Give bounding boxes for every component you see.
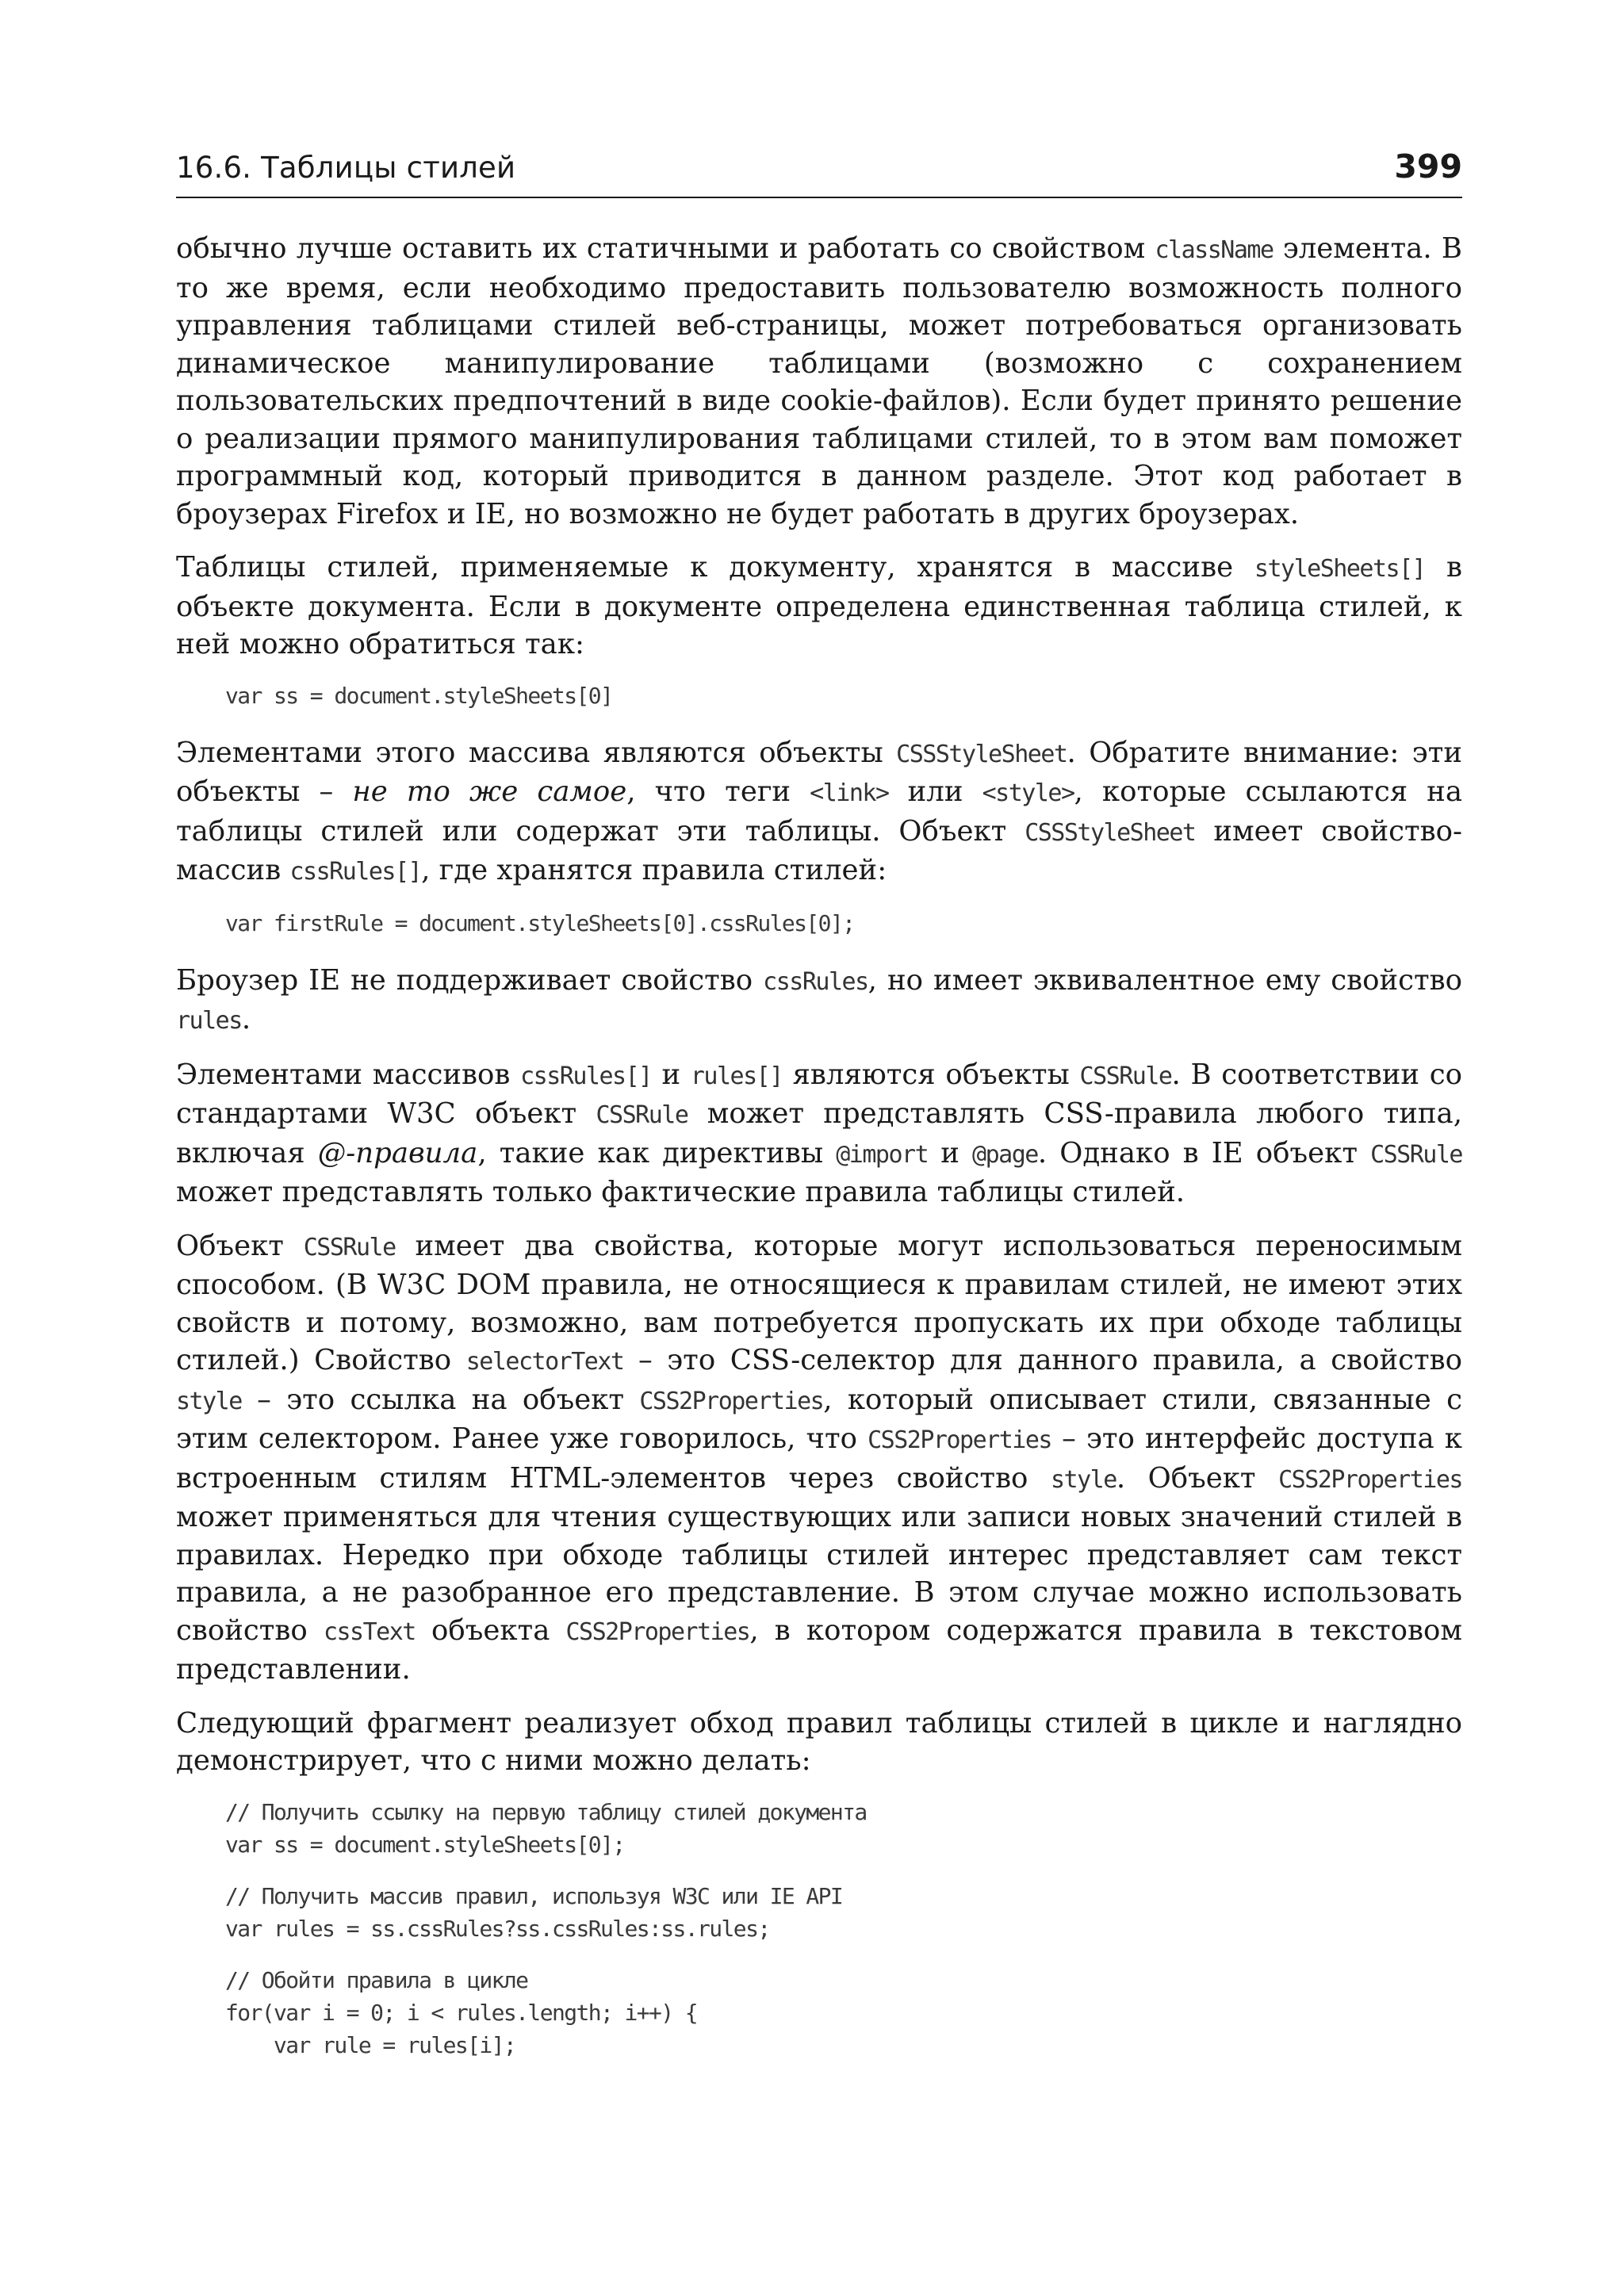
inline-code: @import	[836, 1140, 929, 1169]
inline-code: CSSStyleSheet	[1025, 818, 1196, 847]
inline-code: <link>	[810, 779, 889, 807]
inline-code: <style>	[982, 779, 1074, 807]
text-run: – это CSS-селектор для данного правила, а свойство	[623, 1344, 1462, 1376]
text-run: может представлять CSS-правила любого типа, включая	[176, 1097, 1462, 1169]
text-run: . Обратите внимание: эти объекты –	[176, 736, 1462, 808]
text-run: и	[928, 1136, 973, 1169]
text-run: , где хранятся правила стилей:	[421, 854, 887, 886]
inline-code: CSS2Properties	[639, 1387, 824, 1415]
text-run: .	[241, 1003, 251, 1035]
text-run: , такие как директивы	[477, 1136, 837, 1169]
section-title: 16.6. Таблицы стилей	[176, 151, 516, 185]
inline-code: @page	[972, 1140, 1038, 1169]
inline-code: rules[]	[690, 1062, 783, 1090]
text-run: , но имеет эквивалентное ему свойство	[868, 963, 1462, 997]
inline-code: cssRules[]	[289, 858, 422, 886]
page-number: 399	[1394, 147, 1462, 186]
text-run: Броузер IE не поддерживает свойство	[176, 963, 764, 997]
text-run: объекта	[415, 1614, 566, 1647]
text-run: . Объект	[1116, 1461, 1279, 1495]
text-run: Таблицы стилей, применяемые к документу, хранятся в массиве	[176, 551, 1254, 584]
text-run: или	[888, 775, 982, 808]
code-comment: // Получить ссылку на первую таблицу стилей документа	[225, 1798, 867, 1825]
text-run: Элементами этого массива являются объекты	[176, 736, 897, 769]
text-run: элемента. В то же время, если необходимо предоставить пользователю возможность полного управления таблицами стилей веб-страницы, может потребоваться организовать динамическое манипулирование таблицами (возможно с сохранением пользовательских предпочтений в виде cookie-файлов). Если будет принято решение о реализации прямого манипулирования таблицами стилей, то в этом вам поможет программный код, который приводится в данном разделе. Этот код работает в броузерах Firefox и IE, но возможно не будет работать в других броузерах.	[176, 232, 1462, 530]
emphasis-text: не то же самое	[352, 775, 627, 808]
code-block-1	[225, 679, 1462, 712]
code-line: for(var i = 0; i < rules.length; i++) {	[225, 1999, 698, 2026]
code-spacer	[225, 1861, 1462, 1880]
text-run: и	[651, 1058, 691, 1091]
page-content	[176, 230, 1462, 2061]
emphasis-text: @-правила	[317, 1136, 478, 1169]
code-line: var rule = rules[i];	[225, 2031, 516, 2058]
code-line: var rules = ss.cssRules?ss.cssRules:ss.rules;	[225, 1915, 770, 1942]
inline-code: CSS2Properties	[868, 1426, 1051, 1454]
text-run: в объекте документа. Если в документе определена единственная таблица стилей, к ней можно обратиться так:	[176, 551, 1462, 660]
text-run: . Однако в IE объект	[1037, 1136, 1371, 1169]
inline-code: styleSheets[]	[1254, 555, 1426, 583]
text-run: – это ссылка на объект	[241, 1383, 640, 1416]
text-run: имеет свойство-массив	[176, 814, 1463, 886]
inline-code: CSSRule	[1079, 1062, 1172, 1090]
paragraph-4	[176, 962, 1462, 1040]
inline-code: CSS2Properties	[1278, 1465, 1462, 1494]
book-page	[176, 147, 1462, 2084]
text-run: может применяться для чтения существующих или записи новых значений стилей в правилах. Нередко при обходе таблицы стилей интерес представляет сам текст правила, а не разобранное его представление. В этом случае можно использовать свойство	[176, 1501, 1462, 1647]
inline-code: CSSStyleSheet	[896, 740, 1067, 768]
running-header	[176, 147, 1462, 198]
inline-code: CSS2Properties	[565, 1617, 750, 1646]
paragraph-7	[176, 1705, 1462, 1780]
text-run: Следующий фрагмент реализует обход правил таблицы стилей в цикле и наглядно демонстрирует, что с ними можно делать:	[176, 1706, 1462, 1777]
paragraph-5	[176, 1056, 1462, 1212]
paragraph-1	[176, 230, 1462, 533]
inline-code: CSSRule	[596, 1101, 688, 1129]
code-comment: // Обойти правила в цикле	[225, 1966, 528, 1993]
inline-code: style	[176, 1387, 242, 1415]
code-comment: // Получить массив правил, используя W3C или IE API	[225, 1882, 843, 1909]
text-run: , которые ссылаются на таблицы стилей или содержат эти таблицы. Объект	[176, 775, 1463, 848]
code-line: var ss = document.styleSheets[0];	[225, 1831, 625, 1858]
code-line: var ss = document.styleSheets[0]	[225, 682, 613, 709]
inline-code: cssRules	[763, 967, 868, 996]
inline-code: CSSRule	[1370, 1140, 1462, 1169]
inline-code: cssRules[]	[520, 1062, 652, 1090]
inline-code: style	[1051, 1465, 1116, 1494]
code-spacer	[225, 1945, 1462, 1964]
paragraph-6	[176, 1227, 1462, 1689]
paragraph-3	[176, 734, 1462, 891]
inline-code: cssText	[323, 1617, 416, 1646]
code-block-3	[225, 1796, 1462, 2061]
text-run: Элементами массивов	[176, 1058, 521, 1091]
inline-code: selectorText	[465, 1348, 624, 1376]
text-run: может представлять только фактические правила таблицы стилей.	[176, 1176, 1185, 1208]
inline-code: className	[1155, 236, 1274, 264]
inline-code: rules	[176, 1007, 242, 1035]
text-run: обычно лучше оставить их статичными и работать со свойством	[176, 232, 1155, 265]
text-run: являются объекты	[782, 1058, 1080, 1091]
text-run: , в котором содержатся правила в текстовом представлении.	[176, 1614, 1462, 1686]
text-run: – это интерфейс доступа к встроенным стилям HTML-элементов через свойство	[176, 1422, 1462, 1495]
paragraph-2	[176, 549, 1462, 664]
code-line: var firstRule = document.styleSheets[0].cssRules[0];	[225, 909, 855, 936]
inline-code: CSSRule	[303, 1233, 396, 1261]
text-run: , который описывает стили, связанные с этим селектором. Ранее уже говорилось, что	[176, 1383, 1462, 1455]
text-run: имеет два свойства, которые могут использоваться переносимым способом. (В W3C DOM правила, не относящиеся к правилам стилей, не имеют этих свойств и потому, возможно, вам потребуется пропускать их при обходе таблицы стилей.) Свойство	[176, 1229, 1462, 1376]
text-run: , что теги	[626, 775, 810, 808]
text-run: Объект	[176, 1229, 304, 1262]
code-block-2	[225, 907, 1462, 940]
text-run: . В соответствии со стандартами W3C объект	[176, 1058, 1463, 1130]
